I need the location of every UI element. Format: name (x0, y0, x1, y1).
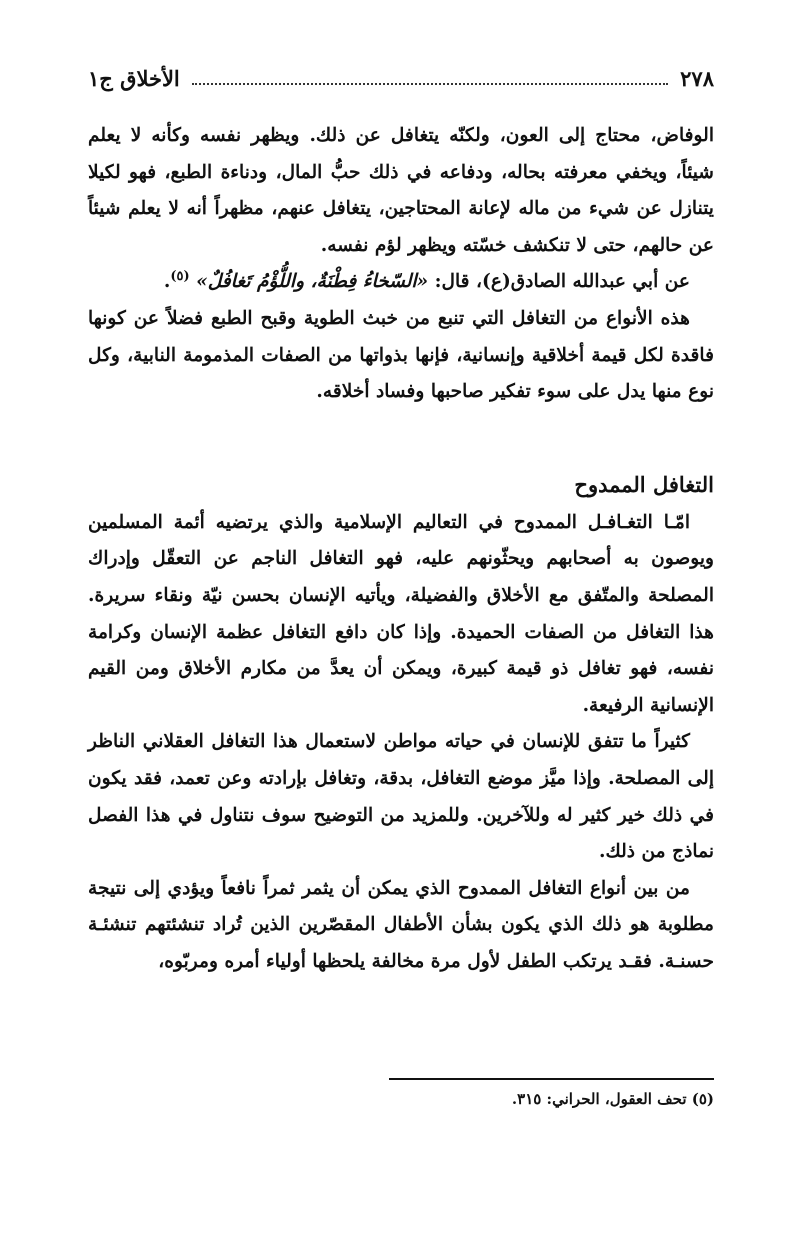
hadith-intro: عن أبي عبدالله الصادق(ع)، قال: (428, 271, 690, 293)
body-text (88, 118, 714, 980)
paragraph-hadith (88, 264, 714, 301)
paragraph-4: امّـا التغـافـل الممدوح في التعاليم الإسلامية والذي يرتضيه أئمة المسلمين ويوصون به أصحابهم ويحثّونهم عليه، فهو التغافل الناجم عن التعقّل وإدراك المصلحة والمتّفق مع الأخلاق والفضيلة، ويأتيه الإنسان بحسن نيّة ونقاء سريرة. هذا التغافل من الصفات الحميدة. وإذا كان دافع التغافل عظمة الإنسان وكرامة نفسه، فهو تغافل ذو قيمة كبيرة، ويمكن أن يعدَّ من مكارم الأخلاق ومن القيم الإنسانية الرفيعة. (88, 511, 714, 716)
paragraph-3: هذه الأنواع من التغافل التي تنبع من خبث الطوية وقبح الطبع فضلاً عن كونها فاقدة لكل قيمة أخلاقية وإنسانية، فإنها بذواتها من الصفات المذمومة النابية، وكل نوع منها يدل على سوء تفكير صاحبها وفساد أخلاقه. (88, 307, 714, 403)
section-heading: التغافل الممدوح (574, 471, 714, 497)
footnote-reference: (٥) (170, 269, 190, 285)
header-dot-leader (192, 71, 668, 85)
paragraph-5: كثيراً ما تتفق للإنسان في حياته مواطن لاستعمال هذا التغافل العقلاني الناظر إلى المصلحة. وإذا ميَّز موضع التغافل، بدقة، وتغافل بإرادته وعن تعمد، فقد يكون في ذلك خير كثير له وللآخرين. وللمزيد من التوضيح سوف نتناول في هذا الفصل نماذج من ذلك. (88, 731, 714, 863)
footnote-separator (389, 1078, 714, 1080)
footnote: (٥) تحف العقول، الحراني: ٣١٥. (511, 1090, 714, 1108)
paragraph-1: الوفاض، محتاج إلى العون، ولكنّه يتغافل عن ذلك. ويظهر نفسه وكأنه لا يعلم شيئاً، ويخفي معرفته بحاله، ودفاعه في ذلك حبُّ المال، ودناءة الطبع، فهو لكيلا يتنازل عن شيء من ماله لإعانة المحتاجين، يتغافل عنهم، مظهراً أنه لا يعلم شيئاً عن حالهم، حتى لا تنكشف خسّته ويظهر لؤم نفسه. (88, 125, 714, 256)
running-title: الأخلاق ج١ (88, 65, 180, 91)
page-header (88, 60, 714, 96)
paragraph-6: من بين أنواع التغافل الممدوح الذي يمكن أن يثمر ثمراً نافعاً ويؤدي إلى نتيجة مطلوبة هو ذلك الذي يكون بشأن الأطفال المقصّرين الذين تُراد تنشئتهم تنشئـة حسنـة. فقـد يرتكب الطفل لأول مرة مخالفة يلحظها أولياء أمره ومربّوه، (88, 877, 714, 972)
hadith-quote: «السّخاءُ فِطْنَةٌ، واللُّؤْمُ تَغافُلٌ» (196, 271, 429, 293)
page-number: ٢٧٨ (680, 65, 714, 91)
hadith-end: . (163, 271, 171, 293)
